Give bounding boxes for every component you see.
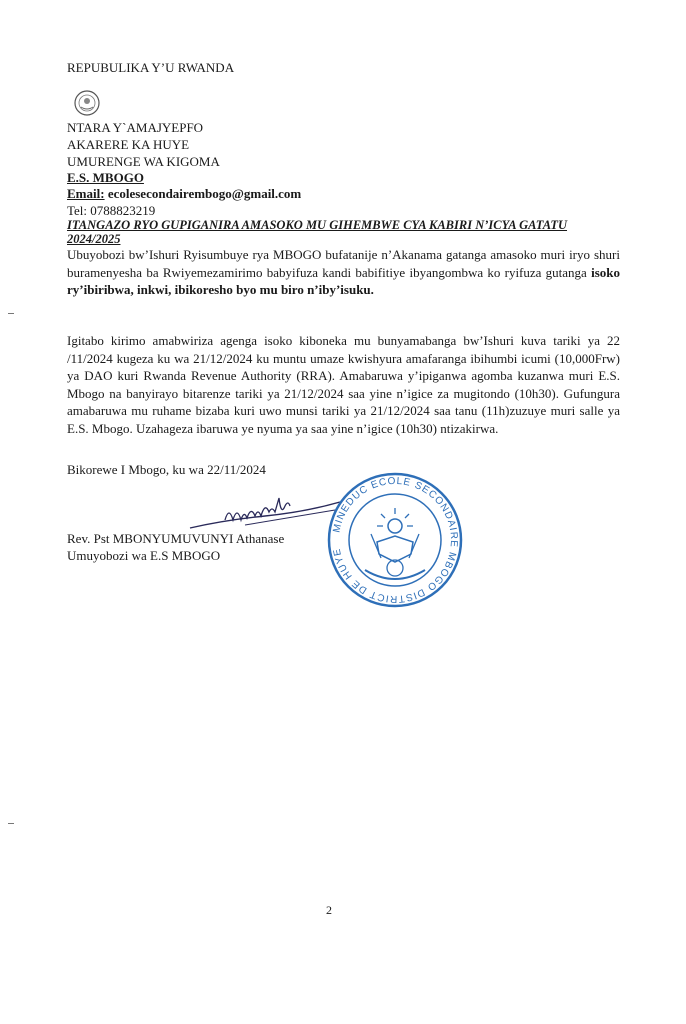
province-line: NTARA Y`AMAJYEPFO bbox=[67, 120, 204, 135]
scan-mark bbox=[8, 823, 14, 824]
country-heading: REPUBULIKA Y’U RWANDA bbox=[67, 60, 235, 75]
page-number: 2 bbox=[326, 903, 332, 917]
paragraph-1-text: Ubuyobozi bw’Ishuri Ryisumbuye rya MBOGO bufatanije n’Akanama gatanga amasoko muri iryo shuri buramenyesha ba Rwiyemezamirimo babyifuza kandi babifitiye ibyangombwa ko ryifuza gutanga bbox=[67, 247, 620, 280]
official-stamp bbox=[325, 470, 465, 610]
scan-mark bbox=[8, 313, 14, 314]
paragraph-1-bold-text: isoko ry’ibiribwa, inkwi, ibikoresho byo mu biro n’iby’isuku. bbox=[67, 264, 620, 297]
place-date: Bikorewe I Mbogo, ku wa 22/11/2024 bbox=[67, 462, 266, 477]
email-value: ecolesecondairembogo@gmail.com bbox=[107, 186, 302, 201]
notice-title: ITANGAZO RYO GUPIGANIRA AMASOKO MU GIHEMBWE CYA KABIRI N’ICYA GATATU 2024/2025 bbox=[67, 218, 568, 246]
signature bbox=[185, 490, 345, 535]
sector-line: UMURENGE WA KIGOMA bbox=[67, 154, 220, 169]
signer-name: Rev. Pst MBONYUMUVUNYI Athanase bbox=[67, 531, 285, 546]
telephone-line: Tel: 0788823219 bbox=[67, 203, 156, 218]
email-label: Email: bbox=[67, 186, 105, 201]
rwanda-seal-icon bbox=[74, 90, 100, 116]
district-line: AKARERE KA HUYE bbox=[67, 137, 190, 152]
school-name: E.S. MBOGO bbox=[67, 170, 144, 185]
svg-text:MINEDUC ECOLE SECONDAIRE MBOGO bbox=[331, 476, 459, 604]
signer-role: Umuyobozi wa E.S MBOGO bbox=[67, 548, 221, 563]
stamp-text: MINEDUC ECOLE SECONDAIRE MBOGO DISTRICT DE HUYE bbox=[331, 475, 460, 605]
notice-paragraph-2: Igitabo kirimo amabwiriza agenga isoko kiboneka mu bunyamabanga bw’Ishuri kuva tariki ya 22 /11/2024 kugeza ku wa 21/12/2024 ku muntu umaze kwishyura amafaranga ibihumbi icumi (10,000Frw) ya DAO kuri Rwanda Revenue Authority (RRA). Amabaruwa y’ipiganwa agomba kuzanwa muri E.S. Mbogo na banyirayo bitarenze tariki ya 21/12/2024 saa yine n’igice za mugitondo (10h30). Gufungura amabaruwa mu ruhame bizaba kuri uwo munsi tariki ya 21/12/2024 saa tanu (11h)zuzuye muri salle ya E.S. Mbogo. Uzahageza ibaruwa ye nyuma ya saa yine n’igice (10h30) ntizakirwa. bbox=[67, 333, 620, 436]
email-row bbox=[67, 186, 301, 202]
notice-paragraph-1 bbox=[67, 246, 620, 299]
